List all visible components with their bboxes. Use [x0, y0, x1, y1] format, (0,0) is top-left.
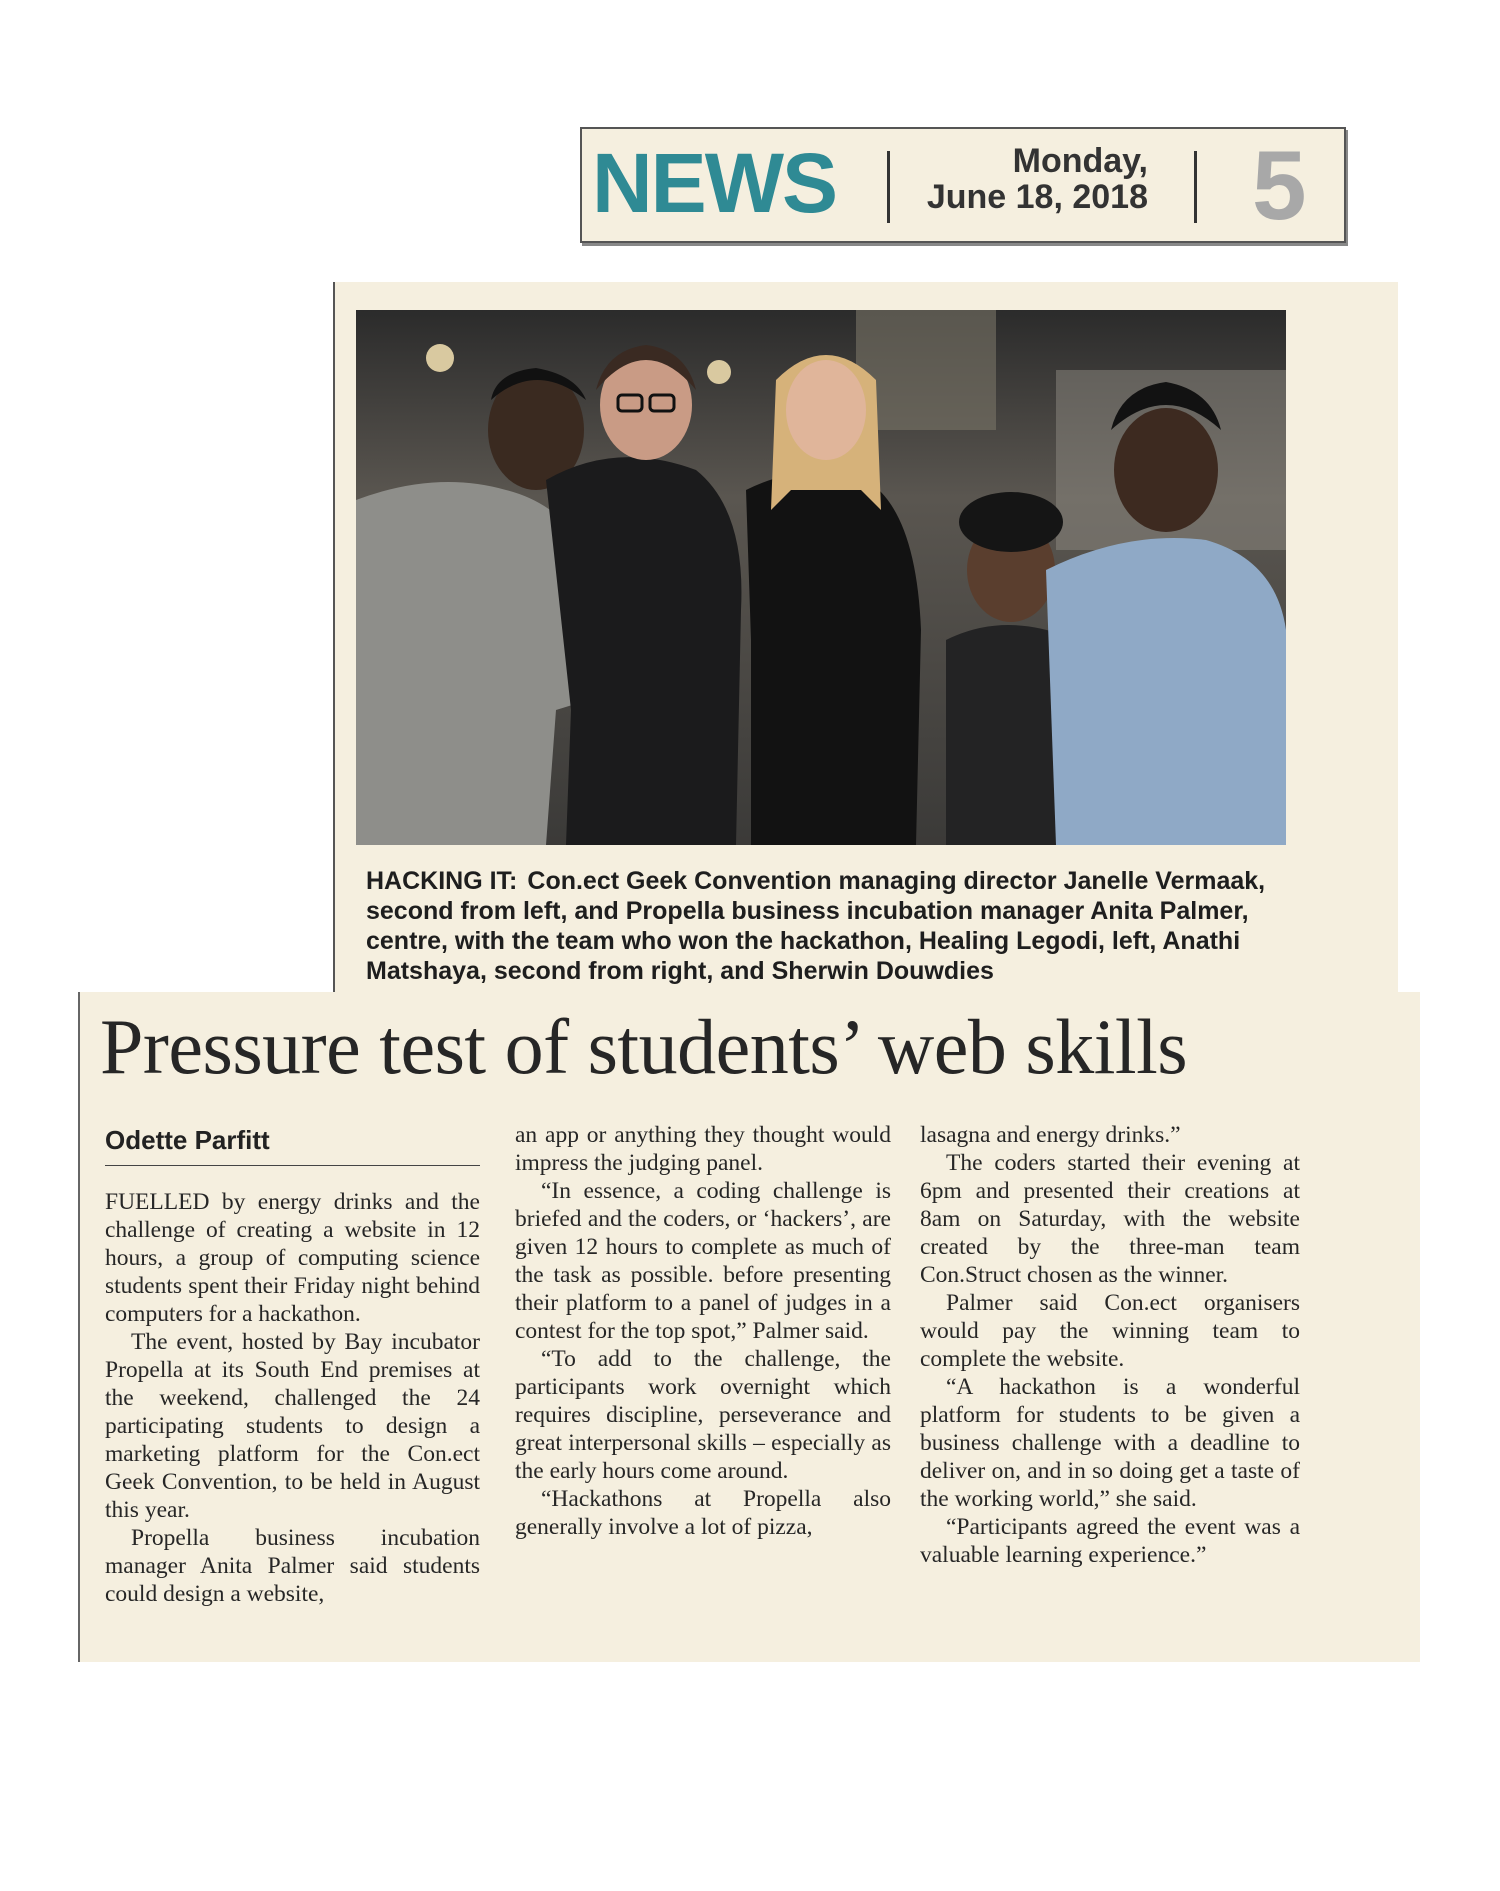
paragraph: “Participants agreed the event was a valuable learning experience.”	[920, 1514, 1300, 1568]
article-column-2	[515, 1121, 891, 1541]
caption-lead: HACKING IT:	[366, 867, 518, 895]
paragraph: The event, hosted by Bay incubator Propella at its South End premises at the weekend, challenged the 24 participating students to design a marketing platform for the Con.ect Geek Convention, to be held in August this year.	[105, 1329, 480, 1523]
paragraph: Propella business incubation manager Anita Palmer said students could design a website,	[105, 1525, 480, 1607]
paragraph: “A hackathon is a wonderful platform for students to be given a business challenge with a deadline to deliver on, and in so doing get a taste of the working world,” she said.	[920, 1374, 1300, 1512]
paragraph: The coders started their evening at 6pm and presented their creations at 8am on Saturday, with the website created by the three-man team Con.Struct chosen as the winner.	[920, 1150, 1300, 1288]
group-photo-icon	[356, 310, 1286, 845]
article-column-1	[105, 1125, 480, 1608]
photo-caption	[366, 866, 1292, 986]
article-headline: Pressure test of students’ web skills	[100, 1003, 1188, 1090]
section-title: NEWS	[592, 136, 836, 230]
header-divider	[1194, 151, 1197, 223]
paragraph: an app or anything they thought would impress the judging panel.	[515, 1122, 891, 1176]
paragraph: “In essence, a coding challenge is briefed and the coders, or ‘hackers’, are given 12 hours to complete as much of the task as possible. before presenting their platform to a panel of judges in a contest for the top spot,” Palmer said.	[515, 1178, 891, 1344]
page-number: 5	[1252, 130, 1307, 240]
header-divider	[887, 151, 890, 223]
section-header	[580, 127, 1346, 243]
date-full: June 18, 2018	[926, 178, 1148, 216]
paragraph: Palmer said Con.ect organisers would pay the winning team to complete the website.	[920, 1290, 1300, 1372]
paragraph: “Hackathons at Propella also generally involve a lot of pizza,	[515, 1486, 891, 1540]
paragraph: lasagna and energy drinks.”	[920, 1122, 1181, 1148]
byline: Odette Parfitt	[105, 1125, 480, 1166]
article-column-3	[920, 1121, 1300, 1569]
article-photo	[356, 310, 1286, 845]
paragraph: FUELLED by energy drinks and the challenge of creating a website in 12 hours, a group of computing science students spent their Friday night behind computers for a hackathon.	[105, 1189, 480, 1327]
caption-text: Con.ect Geek Convention managing director Janelle Vermaak, second from left, and Propella business incubation manager Anita Palmer, centre, with the team who won the hackathon, Healing Legodi, left, Anathi Matshaya, second from right, and Sherwin Douwdies	[366, 867, 1266, 985]
paragraph: “To add to the challenge, the participants work overnight which requires discipline, perseverance and great interpersonal skills – especially as the early hours come around.	[515, 1346, 891, 1484]
date-weekday: Monday,	[1012, 142, 1148, 180]
publication-date	[912, 143, 1148, 215]
